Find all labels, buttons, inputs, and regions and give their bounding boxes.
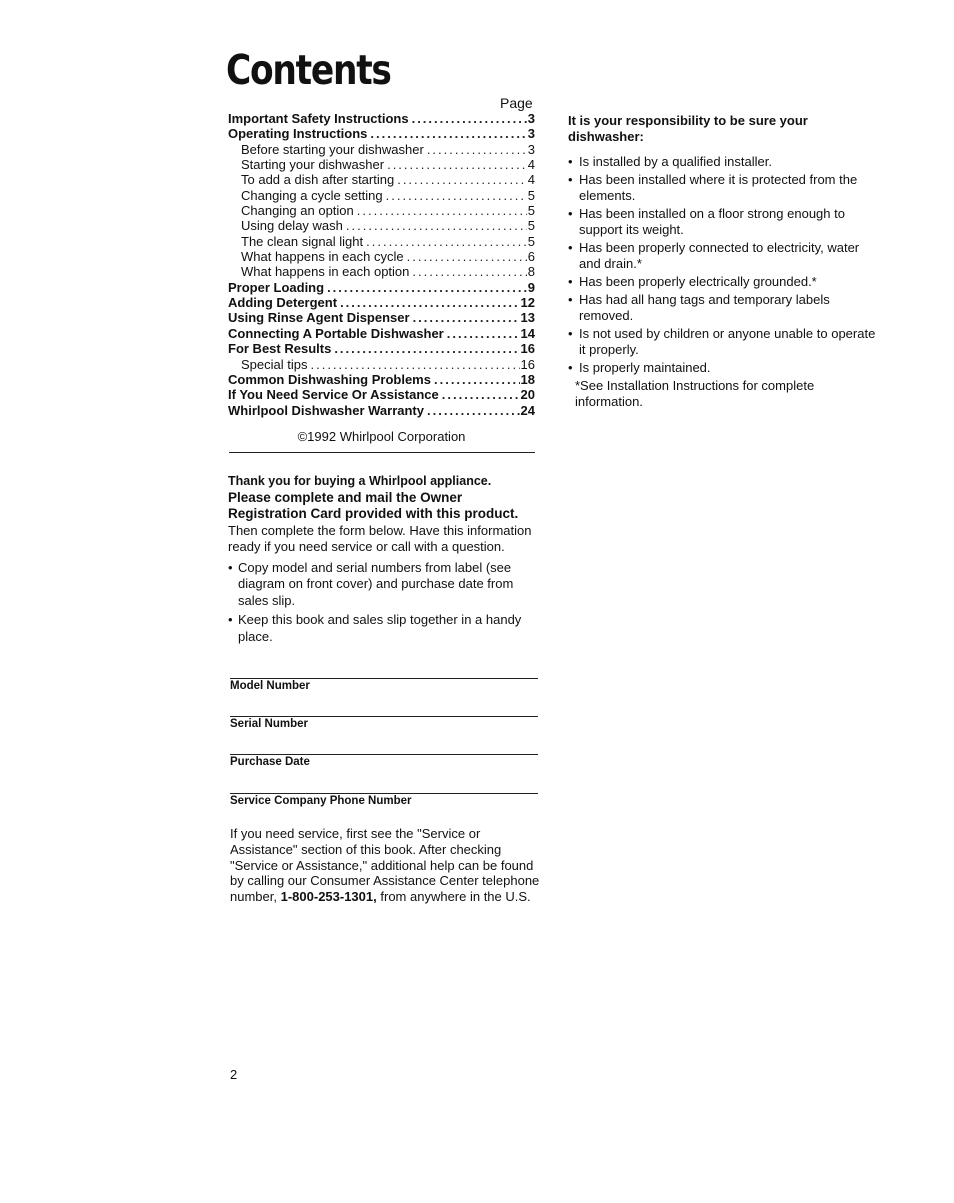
toc-leader-dots xyxy=(434,372,520,387)
list-item: • Keep this book and sales slip together in a handy place. xyxy=(228,612,538,645)
responsibility-section xyxy=(568,113,878,410)
toc-entry-label: Special tips xyxy=(241,356,308,372)
toc-entry-label: Adding Detergent xyxy=(228,295,338,311)
toc-entry-label: Important Safety Instructions xyxy=(228,111,409,126)
toc-leader-dots xyxy=(427,142,527,157)
toc-entry[interactable] xyxy=(228,157,535,172)
list-item: • Has been installed on a floor strong enough to support its weight. xyxy=(568,206,878,238)
toc-entry-label: Using delay wash xyxy=(241,218,343,234)
toc-entry-label: The clean signal light xyxy=(241,233,364,249)
list-item: • Copy model and serial numbers from label (see diagram on front cover) and purchase date from sales slip. xyxy=(228,560,538,610)
toc-entry-label: Connecting A Portable Dishwasher xyxy=(228,325,444,341)
toc-entry-label: Using Rinse Agent Dispenser xyxy=(228,310,410,326)
toc-entry-page: 16 xyxy=(520,356,535,372)
toc-entry-page: 5 xyxy=(527,233,535,249)
footnote: *See Installation Instructions for complete information. xyxy=(575,378,815,409)
toc-entry[interactable] xyxy=(228,403,535,418)
toc-leader-dots xyxy=(386,188,527,203)
model-number-label: Model Number xyxy=(230,680,310,692)
toc-entry-label: Starting your dishwasher xyxy=(241,157,385,173)
toc-entry-label: What happens in each cycle xyxy=(241,249,404,265)
toc-leader-dots xyxy=(357,203,527,218)
toc-entry-page: 16 xyxy=(520,341,535,357)
toc-entry-page: 20 xyxy=(520,387,535,403)
toc-entry-page: 3 xyxy=(527,141,535,157)
toc-entry-label: Whirlpool Dishwasher Warranty xyxy=(228,402,424,418)
service-phone-label: Service Company Phone Number xyxy=(230,795,412,807)
registration-intro xyxy=(228,473,538,648)
toc-entry[interactable] xyxy=(228,280,535,295)
service-paragraph xyxy=(230,826,540,905)
toc-leader-dots xyxy=(387,157,527,172)
serial-number-line[interactable] xyxy=(230,716,538,717)
toc-leader-dots xyxy=(412,111,527,126)
page-column-header: Page xyxy=(500,95,533,111)
page-title: Contents xyxy=(226,46,391,94)
toc-entry-label: Proper Loading xyxy=(228,279,325,295)
toc-entry-label: Changing an option xyxy=(241,203,354,219)
toc-entry[interactable] xyxy=(228,234,535,249)
toc-entry[interactable] xyxy=(228,218,535,233)
toc-entry-page: 5 xyxy=(527,187,535,203)
toc-entry[interactable] xyxy=(228,264,535,279)
toc-entry-page: 4 xyxy=(527,157,535,173)
toc-entry-page: 6 xyxy=(527,249,535,265)
toc-entry-page: 12 xyxy=(520,295,535,311)
toc-leader-dots xyxy=(442,387,520,402)
toc-entry-label: Before starting your dishwasher xyxy=(241,141,424,157)
toc-entry[interactable] xyxy=(228,249,535,264)
toc-leader-dots xyxy=(413,310,520,325)
intro-bullet-list xyxy=(228,560,538,646)
serial-number-label: Serial Number xyxy=(230,718,308,730)
toc-entry[interactable] xyxy=(228,357,535,372)
toc-entry-page: 14 xyxy=(520,325,535,341)
toc-entry[interactable] xyxy=(228,142,535,157)
toc-entry-label: For Best Results xyxy=(228,341,332,357)
toc-entry-page: 18 xyxy=(520,371,535,387)
toc-leader-dots xyxy=(310,357,519,372)
toc-leader-dots xyxy=(340,295,519,310)
toc-leader-dots xyxy=(366,234,527,249)
toc-entry-label: To add a dish after starting xyxy=(241,172,395,188)
register-text: Please complete and mail the Owner Registration Card provided with this product. xyxy=(228,489,519,521)
toc-leader-dots xyxy=(370,126,526,141)
thanks-text: Thank you for buying a Whirlpool appliance. xyxy=(228,474,492,488)
toc-entry[interactable] xyxy=(228,387,535,402)
toc-leader-dots xyxy=(407,249,527,264)
toc-entry[interactable] xyxy=(228,295,535,310)
toc-leader-dots xyxy=(334,341,519,356)
toc-entry-page: 3 xyxy=(527,126,535,142)
responsibility-heading: It is your responsibility to be sure your dishwasher: xyxy=(568,113,808,144)
purchase-date-line[interactable] xyxy=(230,754,538,755)
toc-leader-dots xyxy=(327,280,527,295)
toc-entry[interactable] xyxy=(228,326,535,341)
toc-entry-page: 3 xyxy=(527,111,535,126)
divider xyxy=(229,452,535,453)
toc-entry[interactable] xyxy=(228,111,535,126)
model-number-line[interactable] xyxy=(230,678,538,679)
list-item: • Has had all hang tags and temporary labels removed. xyxy=(568,292,878,324)
toc-leader-dots xyxy=(397,172,527,187)
toc-leader-dots xyxy=(427,403,520,418)
toc-entry[interactable] xyxy=(228,188,535,203)
toc-entry[interactable] xyxy=(228,126,535,141)
toc-entry-page: 9 xyxy=(527,279,535,295)
toc-entry[interactable] xyxy=(228,172,535,187)
list-item: • Has been properly electrically grounded.* xyxy=(568,274,878,290)
toc-entry-page: 24 xyxy=(520,402,535,418)
toc-leader-dots xyxy=(447,326,520,341)
toc-entry-label: What happens in each option xyxy=(241,264,410,280)
purchase-date-label: Purchase Date xyxy=(230,756,310,768)
service-text: If you need service, first see the "Service or Assistance" section of this book. After checking "Service or Assistance," additional help can be found by calling our Consumer Assistance Center telephone number, xyxy=(230,826,540,905)
toc-entry[interactable] xyxy=(228,203,535,218)
list-item: • Has been installed where it is protected from the elements. xyxy=(568,172,878,204)
toc-entry-label: If You Need Service Or Assistance xyxy=(228,387,439,403)
toc-leader-dots xyxy=(412,264,526,279)
phone-number: 1-800-253-1301, xyxy=(280,889,377,905)
toc-entry[interactable] xyxy=(228,372,535,387)
toc-leader-dots xyxy=(346,218,527,233)
toc-entry-page: 5 xyxy=(527,203,535,219)
list-item: • Has been properly connected to electricity, water and drain.* xyxy=(568,240,878,272)
toc-entry-label: Operating Instructions xyxy=(228,126,368,142)
list-item: • Is not used by children or anyone unable to operate it properly. xyxy=(568,326,878,358)
responsibility-list xyxy=(568,154,878,376)
toc-entry-label: Changing a cycle setting xyxy=(241,187,383,203)
toc-entry-label: Common Dishwashing Problems xyxy=(228,371,431,387)
instructions-text: Then complete the form below. Have this information ready if you need service or call with a question. xyxy=(228,522,532,554)
page-number: 2 xyxy=(230,1067,238,1082)
toc-entry[interactable] xyxy=(228,341,535,356)
toc-entry[interactable] xyxy=(228,310,535,325)
toc-entry-page: 5 xyxy=(527,218,535,234)
service-phone-line[interactable] xyxy=(230,793,538,794)
list-item: • Is properly maintained. xyxy=(568,360,878,376)
service-text-end: from anywhere in the U.S. xyxy=(380,889,531,905)
toc-entry-page: 4 xyxy=(527,172,535,188)
list-item: • Is installed by a qualified installer. xyxy=(568,154,878,170)
copyright: ©1992 Whirlpool Corporation xyxy=(297,429,466,444)
table-of-contents xyxy=(228,111,535,418)
toc-entry-page: 8 xyxy=(527,264,535,280)
toc-entry-page: 13 xyxy=(520,310,535,326)
